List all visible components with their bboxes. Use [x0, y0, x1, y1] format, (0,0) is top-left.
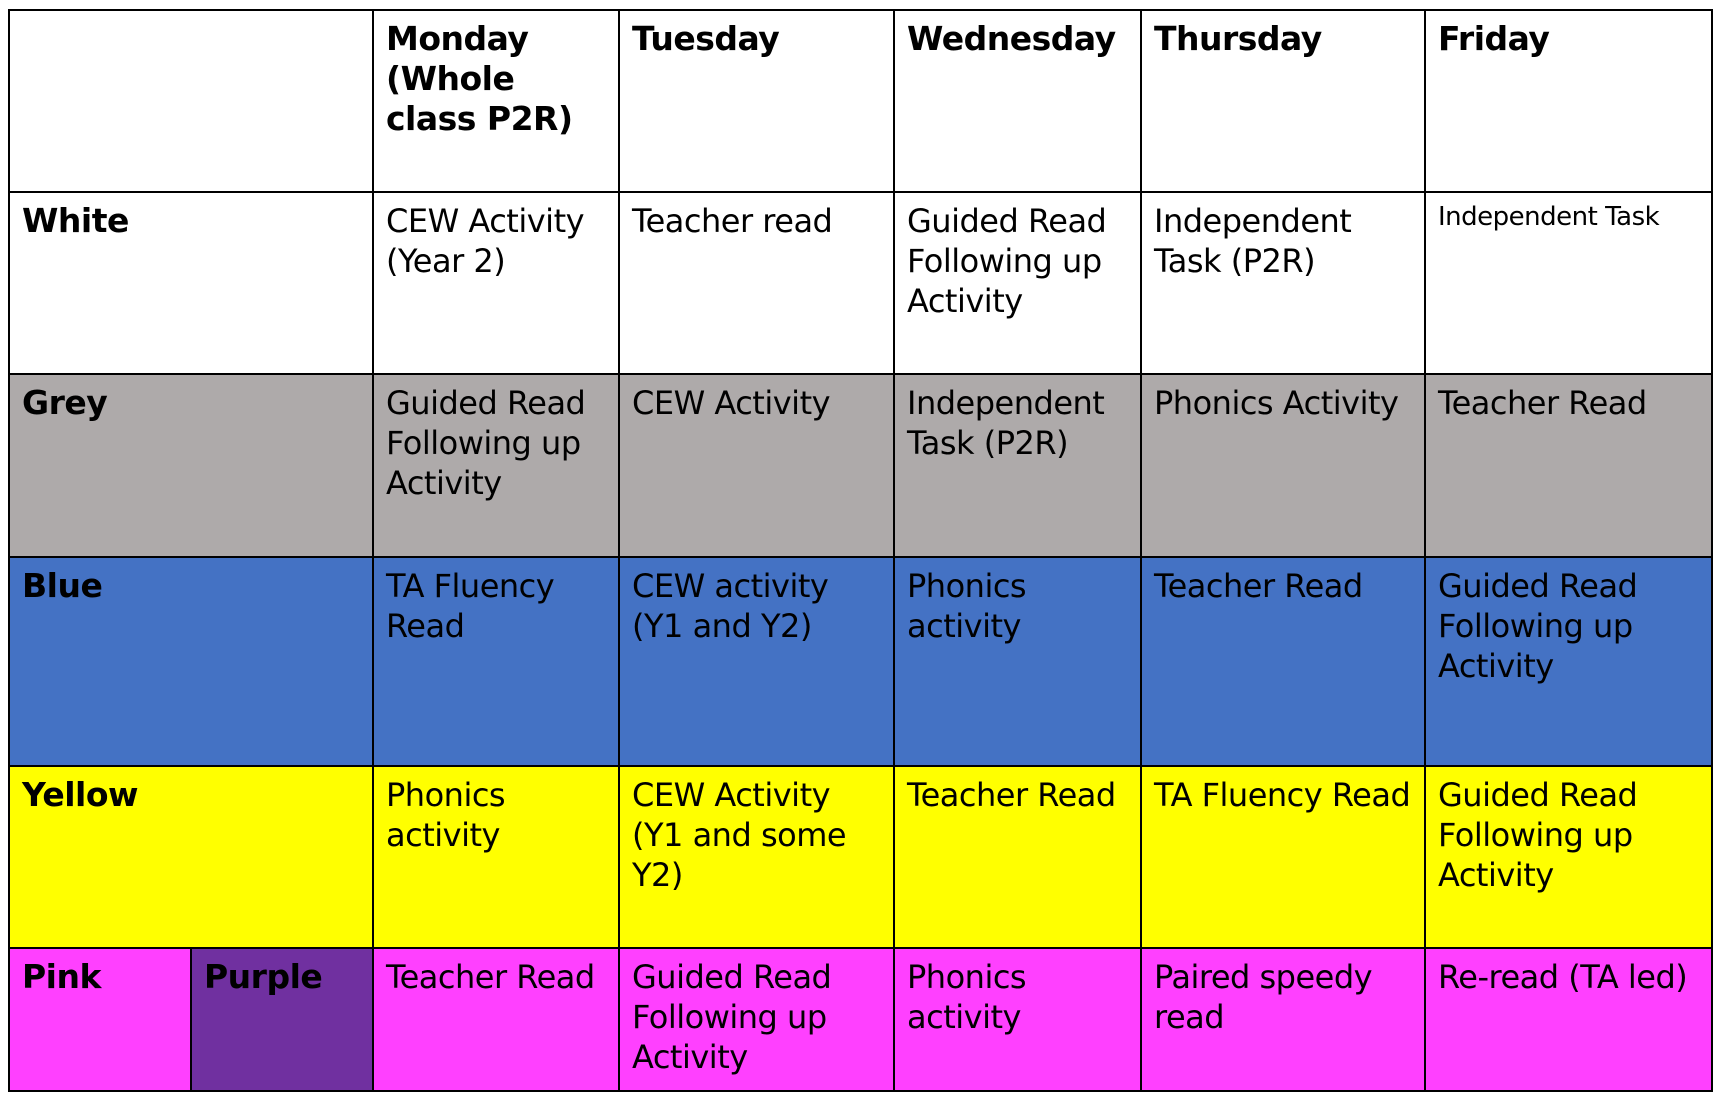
group-label-yellow: Yellow [9, 766, 373, 948]
cell-blue-wednesday: Phonics activity [894, 557, 1141, 766]
cell-grey-monday: Guided Read Following up Activity [373, 374, 619, 556]
cell-grey-wednesday: Independent Task (P2R) [894, 374, 1141, 556]
group-row-white [9, 192, 1712, 374]
cell-grey-thursday: Phonics Activity [1141, 374, 1425, 556]
group-row-pink-purple [9, 948, 1712, 1091]
header-row [9, 10, 1712, 192]
group-label-purple: Purple [191, 948, 373, 1091]
group-row-blue [9, 557, 1712, 766]
group-row-yellow [9, 766, 1712, 948]
group-label-blue: Blue [9, 557, 373, 766]
day-header-tuesday: Tuesday [619, 10, 894, 192]
cell-yellow-friday: Guided Read Following up Activity [1425, 766, 1712, 948]
cell-blue-thursday: Teacher Read [1141, 557, 1425, 766]
cell-pink-tuesday: Guided Read Following up Activity [619, 948, 894, 1091]
day-header-friday: Friday [1425, 10, 1712, 192]
day-header-wednesday: Wednesday [894, 10, 1141, 192]
group-row-grey [9, 374, 1712, 556]
cell-blue-tuesday: CEW activity (Y1 and Y2) [619, 557, 894, 766]
group-label-white: White [9, 192, 373, 374]
cell-blue-monday: TA Fluency Read [373, 557, 619, 766]
cell-grey-tuesday: CEW Activity [619, 374, 894, 556]
cell-yellow-monday: Phonics activity [373, 766, 619, 948]
cell-pink-thursday: Paired speedy read [1141, 948, 1425, 1091]
cell-white-monday: CEW Activity (Year 2) [373, 192, 619, 374]
cell-white-thursday: Independent Task (P2R) [1141, 192, 1425, 374]
cell-grey-friday: Teacher Read [1425, 374, 1712, 556]
cell-pink-wednesday: Phonics activity [894, 948, 1141, 1091]
cell-blue-friday: Guided Read Following up Activity [1425, 557, 1712, 766]
day-header-monday: Monday (Whole class P2R) [373, 10, 619, 192]
cell-pink-friday: Re-read (TA led) [1425, 948, 1712, 1091]
corner-cell [9, 10, 373, 192]
cell-yellow-wednesday: Teacher Read [894, 766, 1141, 948]
cell-white-friday: Independent Task [1425, 192, 1712, 374]
group-label-pink: Pink [9, 948, 191, 1091]
reading-rotation-timetable [8, 9, 1713, 1092]
cell-white-wednesday: Guided Read Following up Activity [894, 192, 1141, 374]
cell-yellow-tuesday: CEW Activity (Y1 and some Y2) [619, 766, 894, 948]
cell-yellow-thursday: TA Fluency Read [1141, 766, 1425, 948]
cell-white-tuesday: Teacher read [619, 192, 894, 374]
cell-pink-monday: Teacher Read [373, 948, 619, 1091]
group-label-grey: Grey [9, 374, 373, 556]
day-header-thursday: Thursday [1141, 10, 1425, 192]
